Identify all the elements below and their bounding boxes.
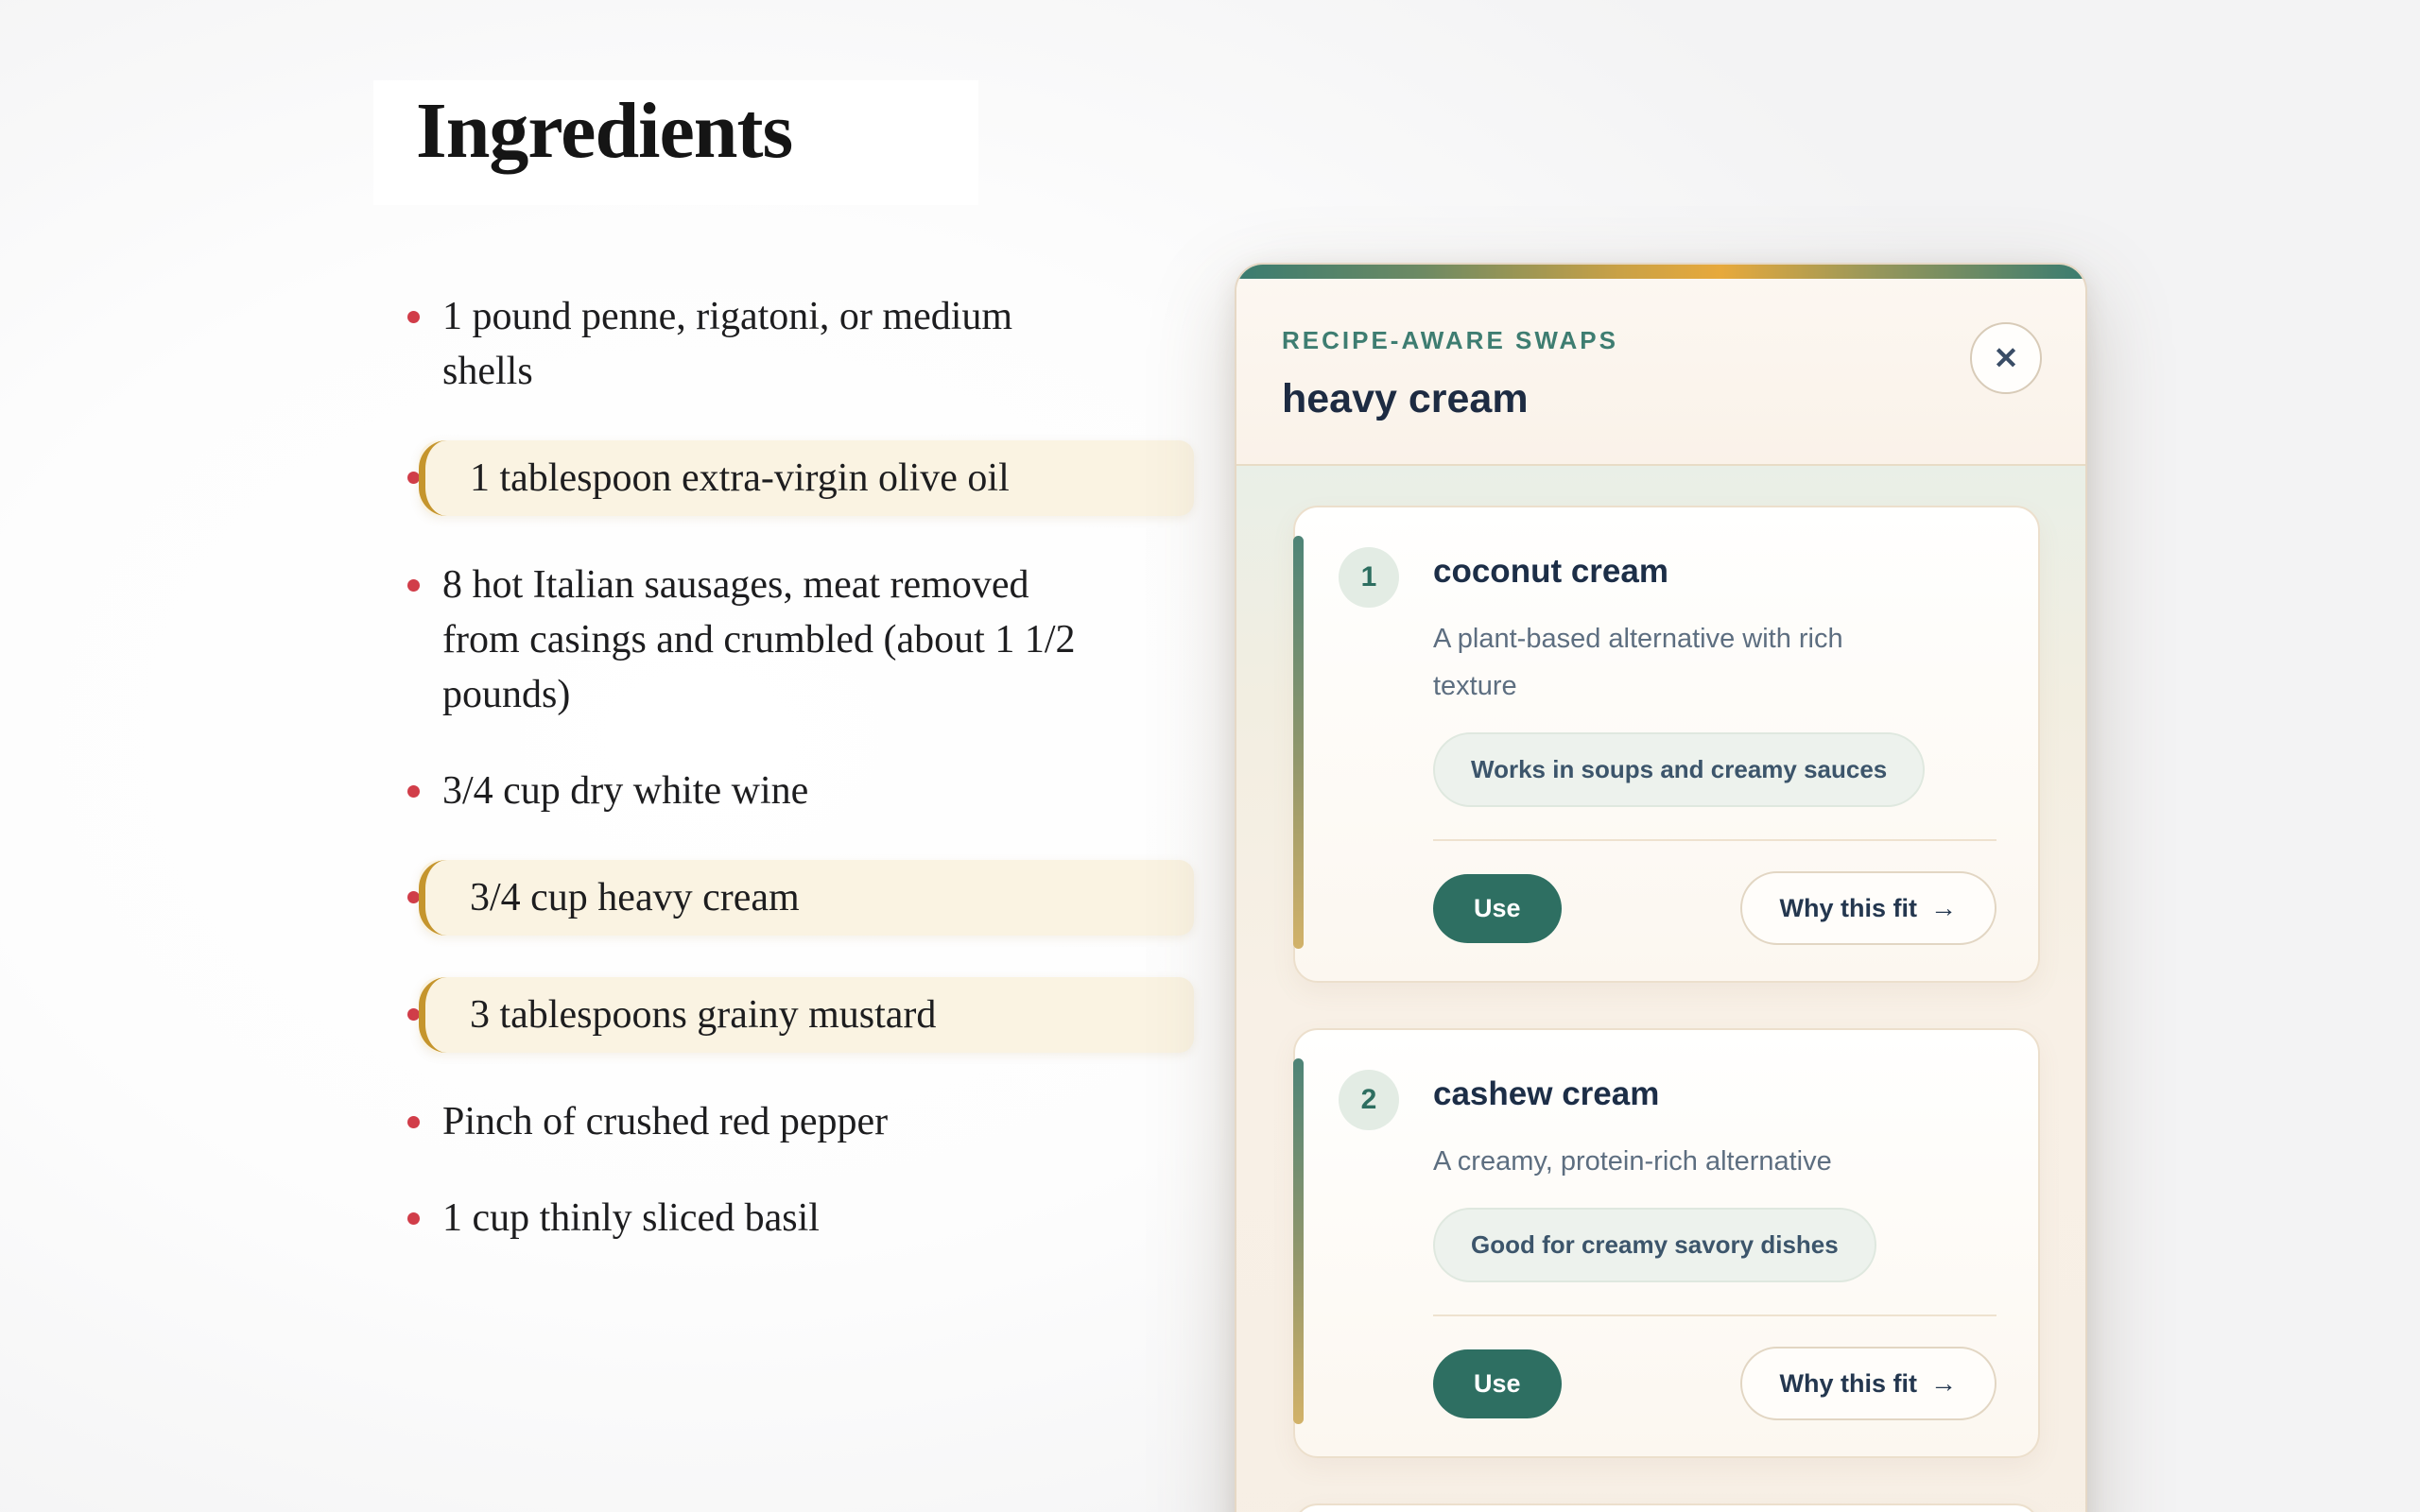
ingredient-item-highlighted xyxy=(402,440,1201,516)
panel-gradient-bar xyxy=(1236,265,2085,279)
swap-tag: Works in soups and creamy sauces xyxy=(1433,732,1925,807)
ingredient-item xyxy=(402,1094,1201,1149)
ingredient-text: 8 hot Italian sausages, meat removed from casings and crumbled (about 1 1/2 pounds) xyxy=(442,563,1076,716)
swap-name: cashew cream xyxy=(1433,1075,1660,1112)
card-divider xyxy=(1433,839,1996,841)
ingredient-item-highlighted xyxy=(402,977,1201,1053)
swap-description: A creamy, protein-rich alternative xyxy=(1433,1146,1832,1177)
arrow-right-icon: → xyxy=(1930,893,1957,922)
ingredient-text: 3/4 cup heavy cream xyxy=(470,876,800,919)
rank-badge: 1 xyxy=(1339,547,1399,608)
ingredient-text: 1 cup thinly sliced basil xyxy=(442,1196,820,1240)
ingredient-text: 3/4 cup dry white wine xyxy=(442,769,809,813)
ingredient-text: Pinch of crushed red pepper xyxy=(442,1100,889,1143)
swaps-panel xyxy=(1235,263,2087,1512)
bullet-icon xyxy=(407,579,420,592)
swap-card-cashew-cream xyxy=(1293,1028,2040,1458)
bullet-icon xyxy=(407,785,420,798)
ingredient-item xyxy=(402,558,1201,722)
ingredient-text: 3 tablespoons grainy mustard xyxy=(470,993,937,1037)
swaps-panel-header xyxy=(1236,279,2085,466)
ingredient-text: 1 tablespoon extra-virgin olive oil xyxy=(470,456,1010,500)
swaps-panel-body xyxy=(1236,466,2085,1512)
use-button[interactable]: Use xyxy=(1433,1349,1562,1418)
card-accent-bar xyxy=(1293,536,1304,949)
close-icon: ✕ xyxy=(1993,341,2019,375)
ingredient-text: 1 pound penne, rigatoni, or medium shells xyxy=(442,295,1013,393)
swap-tag: Good for creamy savory dishes xyxy=(1433,1208,1876,1282)
card-divider xyxy=(1433,1314,1996,1316)
ingredient-list xyxy=(402,289,1201,1246)
why-this-fit-button[interactable] xyxy=(1740,1347,1996,1420)
arrow-right-icon: → xyxy=(1930,1368,1957,1398)
ingredient-swap-highlight[interactable] xyxy=(419,860,1194,936)
card-accent-bar xyxy=(1293,1058,1304,1424)
bullet-icon xyxy=(407,1116,420,1128)
swap-name: coconut cream xyxy=(1433,553,1668,590)
swap-card-coconut-cream xyxy=(1293,506,2040,983)
swap-card-peek xyxy=(1293,1503,2040,1512)
ingredient-swap-highlight[interactable] xyxy=(419,440,1194,516)
use-button[interactable]: Use xyxy=(1433,874,1562,943)
ingredient-item xyxy=(402,1191,1201,1246)
why-this-fit-label: Why this fit xyxy=(1779,893,1917,922)
why-this-fit-label: Why this fit xyxy=(1779,1368,1917,1398)
why-this-fit-button[interactable] xyxy=(1740,871,1996,945)
ingredient-item xyxy=(402,289,1201,399)
ingredient-swap-highlight[interactable] xyxy=(419,977,1194,1053)
swap-description: A plant-based alternative with rich texture xyxy=(1433,624,1843,701)
swap-ingredient-name: heavy cream xyxy=(1282,376,1529,421)
close-button[interactable] xyxy=(1970,322,2042,394)
ingredient-item xyxy=(402,764,1201,818)
bullet-icon xyxy=(407,311,420,323)
panel-eyebrow: RECIPE-AWARE SWAPS xyxy=(1282,326,1618,354)
ingredient-item-highlighted xyxy=(402,860,1201,936)
bullet-icon xyxy=(407,1212,420,1225)
rank-badge: 2 xyxy=(1339,1070,1399,1130)
page-title: Ingredients xyxy=(416,87,793,175)
